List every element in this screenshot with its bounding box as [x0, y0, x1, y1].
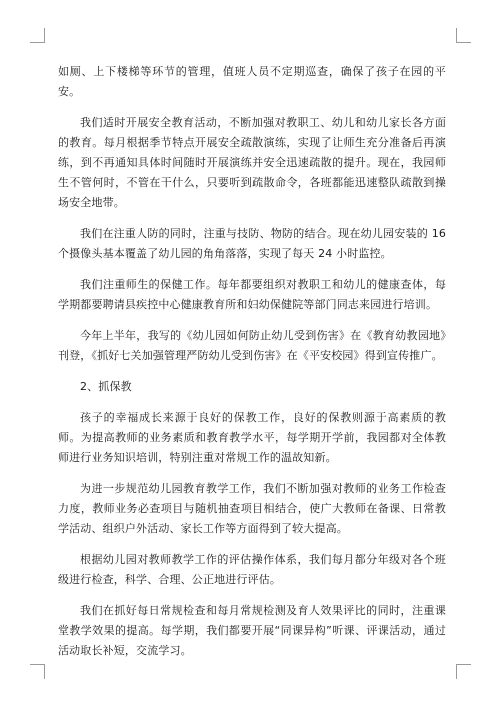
- crop-mark-bottom-right: [456, 664, 471, 679]
- paragraph-evaluation: 根据幼儿园对教师教学工作的评估操作体系，我们每月都分年级对各个班级进行检查，科学、合理、公正地进行评估。: [58, 553, 446, 586]
- paragraph-health-care: 我们注重师生的保健工作。每年都要组织对教职工和幼儿的健康查体，每学期都要聘请县疾控中心健康教育所和妇幼保健院等部门同志来园进行培训。: [58, 278, 446, 311]
- section-heading: 2、抓保教: [80, 380, 132, 393]
- paragraph-continuation: 如厕、上下楼梯等环节的管理，值班人员不定期巡查，确保了孩子在园的平安。: [58, 65, 446, 98]
- paragraph-safety-education: 我们适时开展安全教育活动，不断加强对教职工、幼儿和幼儿家长各方面的教育。每月根据季节特点开展安全疏散演练，实现了让师生充分准备后再演练，到不再通知具体时间随时开展演练并安全迅速疏散的提升。现在，我园师生不管何时，不管在干什么，只要听到疏散命令，各班都能迅速整队疏散到操场安全地带。: [58, 116, 446, 209]
- paragraph-publications: 今年上半年，我写的《幼儿园如何防止幼儿受到伤害》在《教育幼教园地》刊登，《抓好七关加强管理严防幼儿受到伤害》在《平安校园》得到宣传推广。: [58, 329, 446, 362]
- crop-mark-top-right: [456, 28, 471, 43]
- paragraph-tech-defense: 我们在注重人防的同时，注重与技防、物防的结合。现在幼儿园安装的 16 个摄像头基本覆盖了幼儿园的角角落落，实现了每天 24 小时监控。: [58, 227, 446, 260]
- document-body: [58, 62, 446, 672]
- paragraph-inspection: 为进一步规范幼儿园教育教学工作，我们不断加强对教师的业务工作检查力度，教师业务必查项目与随机抽查项目相结合，使广大教师在备课、日常教学活动、组织户外活动、家长工作等方面得到了较大提高。: [58, 482, 446, 535]
- paragraph-teacher-quality: 孩子的幸福成长来源于良好的保教工作，良好的保教则源于高素质的教师。为提高教师的业务素质和教育教学水平，每学期开学前，我园都对全体教师进行业务知识培训，特别注重对常规工作的温故知新。: [58, 411, 446, 464]
- crop-mark-top-left: [30, 28, 45, 43]
- paragraph-classroom-effect: 我们在抓好每日常规检查和每月常规检测及育人效果评比的同时，注重课堂教学效果的提高。每学期，我们都要开展“同课异构”听课、评课活动，通过活动取长补短，交流学习。: [58, 604, 446, 657]
- crop-mark-bottom-left: [30, 664, 45, 679]
